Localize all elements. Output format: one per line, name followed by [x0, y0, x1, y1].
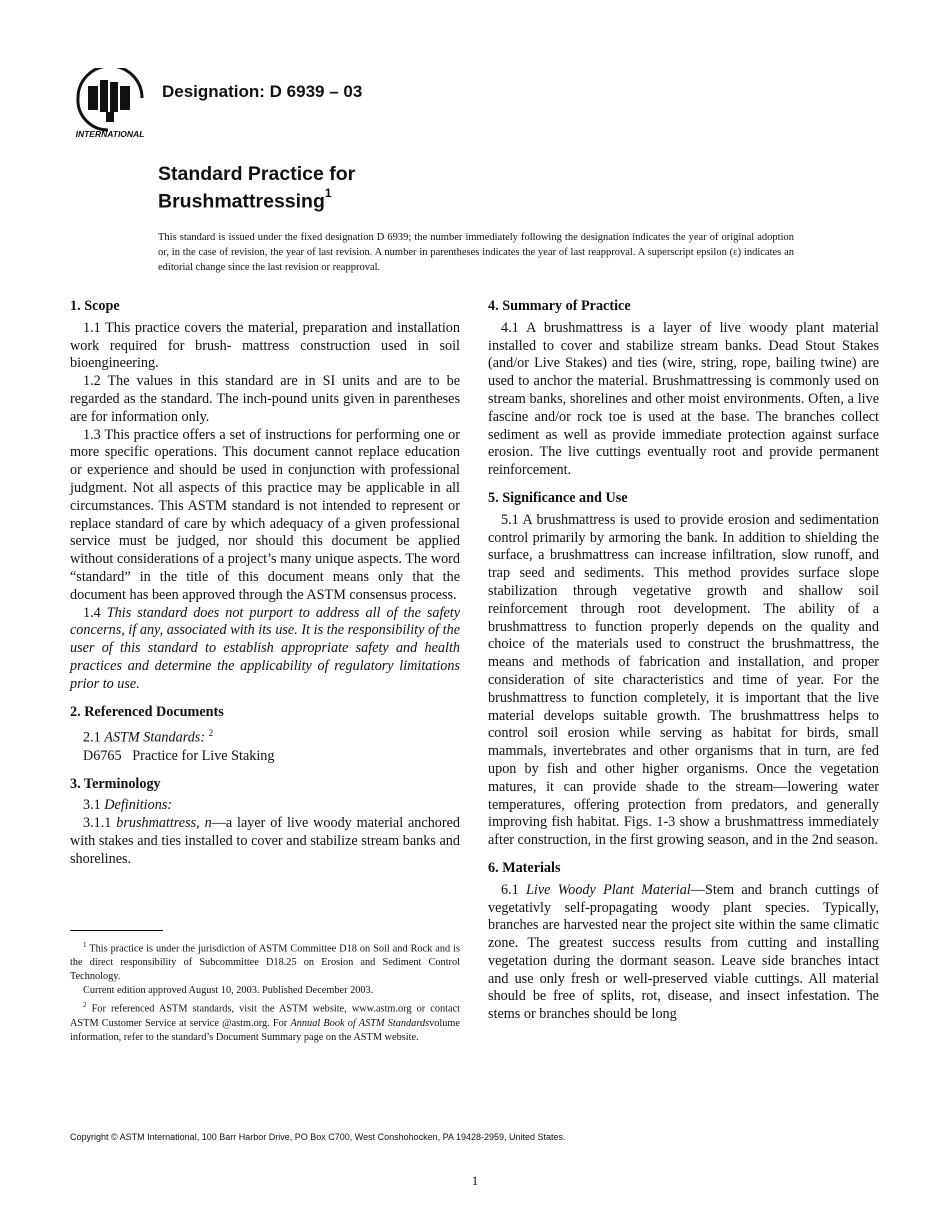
scope-p3: 1.3 This practice offers a set of instructions for performing one or more specific operations. This document cannot replace education or experience and should be used in conjunction with professional judgment. Not all aspects of this practice may be applicable in all circumstances. This ASTM standard is not intended to represent or replace standard of care by which adequacy of a given professional service must be judged, nor should this document be applied without considerations of a project’s many unique aspects. The word “standard” in the title of this document means only that the document has been approved through the ASTM consensus process.	[70, 426, 460, 603]
footnote-1-text: This practice is under the jurisdiction of ASTM Committee D18 on Soil and Rock and is the direct responsibility of Subcommittee D18.25 on Erosion and Sediment Control Technology.	[70, 943, 460, 983]
terminology-pos: n	[204, 815, 212, 832]
title-footnote-mark: 1	[324, 186, 332, 200]
scope-p4-text: This standard does not purport to address all of the safety concerns, if any, associated with its use. It is the responsibility of the user of this standard to establish appropriate safety and health practices and determine the applicability of regulatory limitations prior to use.	[70, 604, 460, 692]
materials-p1-num: 6.1	[501, 881, 519, 898]
scope-heading: 1. Scope	[70, 298, 120, 314]
section-referenced-documents	[70, 704, 460, 766]
terminology-p1-num: 3.1	[83, 797, 101, 814]
scope-p4	[70, 605, 460, 694]
referenced-p2: D6765 Practice for Live Staking	[83, 747, 275, 764]
referenced-p1-sup: 2	[208, 728, 214, 739]
terminology-p1-label: Definitions:	[104, 797, 173, 814]
section-materials	[488, 860, 879, 1024]
page-title	[158, 163, 355, 213]
left-column	[70, 298, 460, 879]
right-column	[488, 298, 879, 1034]
significance-p1: 5.1 A brushmattress is used to provide erosion and sedimentation control primarily by armoring the bank. In addition to shielding the surface, a brushmattress can increase infiltration, slow runoff, and trap seed and sediments. This method provides surface slope stabilization through vegetative growth and shallow soil reinforcement through root development. The ability of a brushmattress to function properly depends on the quality and choice of the materials used to construct the brushmattress, the means and methods of fabrication and installation, and proper consideration of site characteristics and time of year. For the brushmattress to function completely, it is important that the live material develops suitable growth. The brushmattress helps to control soil erosion while serving as habitat for birds, small mammals, invertebrates and other organisms that in turn, are fed upon by fish and other higher organisms. Once the vegetation matures, it can provide shade to the stream—lowering water temperatures, offering protection from predators, and generally improving fish habitat. Figs. 1-3 show a brushmattress immediately after construction, in the first growing season, and in the 2nd season.	[488, 511, 879, 849]
footnote-2-text-b: volume information, refer to the standard’s Document Summary page on the ASTM website.	[70, 1017, 460, 1043]
terminology-p1	[70, 797, 460, 815]
title-main: Brushmattressing	[158, 190, 325, 213]
section-summary	[488, 298, 879, 480]
footnote-2-text-a: For referenced ASTM standards, visit the ASTM website, www.astm.org or contact ASTM Customer Service at service @astm.org. For	[70, 1003, 461, 1029]
section-significance	[488, 490, 879, 850]
footnote-1-mark: 1	[83, 941, 87, 949]
materials-heading: 6. Materials	[488, 859, 561, 876]
footnote-rule	[70, 930, 163, 931]
page-number: 1	[471, 1173, 479, 1188]
issuance-notice: This standard is issued under the fixed designation D 6939; the number immediately following the designation indicates the year of original adoption or, in the case of revision, the year of last revision. A number in parentheses indicates the year of last reapproval. A superscript epsilon (ε) indicates an editorial change since the last revision or reapproval.	[158, 232, 794, 273]
significance-heading: 5. Significance and Use	[488, 489, 628, 506]
footnote-2-mark: 2	[83, 1001, 87, 1010]
summary-heading: 4. Summary of Practice	[488, 298, 631, 314]
referenced-p1	[70, 725, 460, 748]
referenced-p1-num: 2.1	[83, 730, 101, 747]
footnote-1	[70, 938, 460, 984]
referenced-p1-label: ASTM Standards:	[104, 730, 206, 747]
footnotes	[70, 938, 460, 1045]
materials-p1	[488, 882, 879, 1024]
terminology-term: brushmattress	[116, 815, 197, 832]
terminology-p2-text: —a layer of live woody material anchored with stakes and ties installed to cover and stabilize stream banks and shorelines.	[70, 815, 461, 867]
summary-p1: 4.1 A brushmattress is a layer of live woody plant material installed to cover and stabilize stream banks. Dead Stout Stakes (and/or Live Stakes) and ties (wire, string, rope, bailing twine) are used to anchor the material. Brushmattressing is commonly used on stream banks, shorelines and other moist environments. Often, a live fascine and/or rock toe is used at the base. The branches collect sediment as well as provide immediate protection against surface erosion. The live cuttings eventually root and provide permanent reinforcement.	[488, 319, 879, 479]
section-terminology	[70, 776, 460, 869]
astm-logo	[70, 68, 150, 140]
logo-subtext: INTERNATIONAL	[75, 129, 145, 139]
footnote-2	[70, 998, 460, 1044]
scope-p2: 1.2 The values in this standard are in SI units and are to be regarded as the standard. The inch-pound units given in parentheses are for information only.	[70, 373, 460, 425]
materials-p1-text: —Stem and branch cuttings of vegetativly self-propagating woody plant species. Typically, branches are harvested near the project site within the same climatic zone. The greatest success results from cutting and installing vegetation during the dormant season. Leave side branches intact and use only fresh or well-preserved viable cuttings. All material should be free of splits, rot, disease, and insect infestation. The stems or branches should be long	[488, 881, 880, 1023]
terminology-p2-num: 3.1.1	[83, 815, 112, 832]
referenced-heading: 2. Referenced Documents	[70, 703, 224, 720]
title-line-2	[158, 185, 355, 213]
terminology-p2	[70, 815, 460, 868]
terminology-heading: 3. Terminology	[70, 775, 161, 792]
terminology-comma: ,	[196, 815, 200, 832]
footnote-2-italic: Annual Book of ASTM Standards	[290, 1017, 430, 1029]
designation: Designation: D 6939 – 03	[162, 82, 363, 101]
scope-p4-num: 1.4	[83, 604, 101, 621]
section-scope	[70, 298, 460, 694]
footnote-1b: Current edition approved August 10, 2003. Published December 2003.	[83, 985, 374, 997]
scope-p1: 1.1 This practice covers the material, preparation and installation work required for brush- mattress construction used in soil bioengineering.	[70, 319, 460, 372]
copyright-notice: Copyright © ASTM International, 100 Barr Harbor Drive, PO Box C700, West Conshohocken, PA 19428-2959, United States.	[70, 1132, 566, 1142]
materials-p1-label: Live Woody Plant Material	[526, 881, 691, 898]
title-line-1: Standard Practice for	[158, 163, 356, 185]
